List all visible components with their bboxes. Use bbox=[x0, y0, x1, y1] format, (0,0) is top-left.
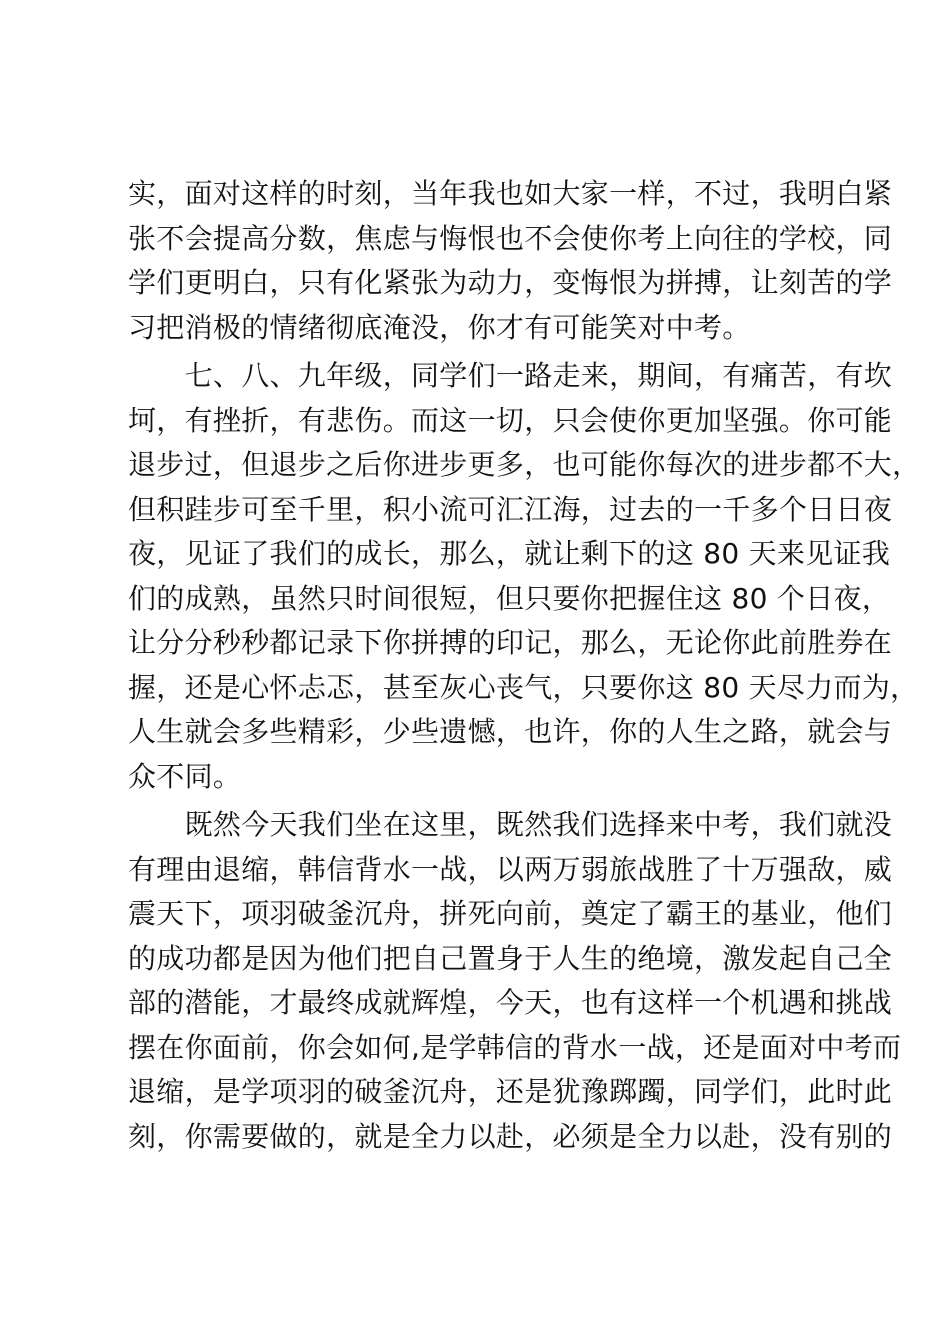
text-line: 人生就会多些精彩，少些遗憾，也许，你的人生之路，就会与 bbox=[128, 715, 893, 748]
text-line: 众不同。 bbox=[128, 759, 242, 793]
text-line: 张不会提高分数，焦虑与悔恨也不会使你考上向往的学校，同 bbox=[128, 221, 893, 255]
text-line: 退缩，是学项羽的破釜沉舟，还是犹豫踯躅，同学们，此时此 bbox=[128, 1075, 893, 1108]
paragraph-3 bbox=[128, 803, 902, 1159]
text-line: 让分分秒秒都记录下你拼搏的印记，那么，无论你此前胜券在 bbox=[128, 626, 893, 659]
document-body bbox=[128, 172, 921, 1159]
text-line: 有理由退缩，韩信背水一战，以两万弱旅战胜了十万强敌，威 bbox=[128, 852, 893, 886]
text-line: 但积跬步可至千里，积小流可汇江海，过去的一千多个日日夜 bbox=[128, 492, 893, 526]
paragraph-2 bbox=[128, 354, 921, 799]
text-line: 退步过，但退步之后你进步更多，也可能你每次的进步都不大， bbox=[128, 448, 921, 481]
text-line: 夜，见证了我们的成长，那么，就让剩下的这 80 天来见证我 bbox=[128, 537, 891, 570]
text-line: 刻，你需要做的，就是全力以赴，必须是全力以赴，没有别的 bbox=[128, 1119, 893, 1153]
text-line: 坷，有挫折，有悲伤。而这一切，只会使你更加坚强。你可能 bbox=[128, 403, 893, 437]
text-line: 部的潜能，才最终成就辉煌，今天，也有这样一个机遇和挑战 bbox=[128, 986, 893, 1019]
text-line: 七、八、九年级，同学们一路走来，期间，有痛苦，有坎 bbox=[128, 359, 893, 392]
text-line: 既然今天我们坐在这里，既然我们选择来中考，我们就没 bbox=[128, 808, 893, 841]
text-line: 握，还是心怀忐忑，甚至灰心丧气，只要你这 80 天尽力而为， bbox=[128, 670, 919, 704]
text-line: 学们更明白，只有化紧张为动力，变悔恨为拼搏，让刻苦的学 bbox=[128, 266, 893, 299]
text-line: 的成功都是因为他们把自己置身于人生的绝境，激发起自己全 bbox=[128, 941, 893, 975]
text-line: 摆在你面前，你会如何,是学韩信的背水一战，还是面对中考而 bbox=[128, 1030, 902, 1064]
text-line: 实，面对这样的时刻，当年我也如大家一样，不过，我明白紧 bbox=[128, 177, 893, 210]
text-line: 震天下，项羽破釜沉舟，拼死向前，奠定了霸王的基业，他们 bbox=[128, 897, 893, 930]
paragraph-1 bbox=[128, 172, 893, 350]
text-line: 习把消极的情绪彻底淹没，你才有可能笑对中考。 bbox=[128, 310, 751, 344]
text-line: 们的成熟，虽然只时间很短，但只要你把握住这 80 个日夜， bbox=[128, 581, 891, 615]
